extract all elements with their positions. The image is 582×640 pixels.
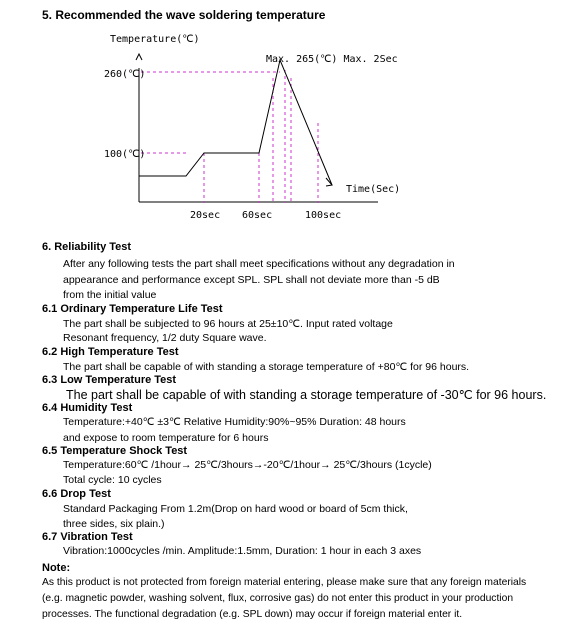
- note-line1: As this product is not protected from foreign material entering, please make sure that any foreign materials: [42, 577, 527, 588]
- guide-lines: [141, 70, 318, 203]
- section-6-intro-line2: appearance and performance except SPL. SPL shall not deviate more than -5 dB: [63, 274, 440, 286]
- soldering-profile-chart: [0, 20, 582, 250]
- y-tick-260: 260(℃): [104, 69, 146, 80]
- x-tick-100: 100sec: [305, 210, 342, 221]
- section-6-3-heading: 6.3 Low Temperature Test: [42, 374, 177, 386]
- section-6-7-heading: 6.7 Vibration Test: [42, 531, 133, 543]
- section-6-7-line1: Vibration:1000cycles /min. Amplitude:1.5mm, Duration: 1 hour in each 3 axes: [63, 545, 422, 557]
- section-6-3-line1: The part shall be capable of with standing a storage temperature of -30℃ for 96 hours.: [66, 388, 547, 402]
- section-6-1-heading: 6.1 Ordinary Temperature Life Test: [42, 303, 223, 315]
- temperature-profile-line: [139, 60, 332, 185]
- peak-label: Max. 265(℃) Max. 2Sec: [266, 54, 398, 65]
- x-tick-20: 20sec: [190, 210, 221, 221]
- section-6-2-line1: The part shall be capable of with standing a storage temperature of +80℃ for 96 hours.: [63, 361, 470, 373]
- section-6-6-line2: three sides, six plain.): [63, 518, 165, 530]
- section-6-intro-line3: from the initial value: [63, 289, 157, 301]
- section-6-4-line1: Temperature:+40℃ ±3℃ Relative Humidity:90%~95% Duration: 48 hours: [63, 416, 406, 428]
- y-axis-label: Temperature(℃): [110, 34, 200, 45]
- section-6-4-line2: and expose to room temperature for 6 hours: [63, 432, 269, 444]
- section-6-intro-line1: After any following tests the part shall meet specifications without any degradation in: [63, 258, 455, 270]
- section-6-6-line1: Standard Packaging From 1.2m(Drop on hard wood or board of 5cm thick,: [63, 503, 408, 515]
- note-heading: Note:: [42, 562, 71, 574]
- note-line3: processes. The functional degradation (e.g. SPL down) may occur if foreign material enter it.: [42, 609, 463, 620]
- section-6-2-heading: 6.2 High Temperature Test: [42, 346, 179, 358]
- note-line2: (e.g. magnetic powder, washing solvent, flux, corrosive gas) do not enter this product in your production: [42, 593, 514, 604]
- y-tick-100: 100(℃): [104, 149, 146, 160]
- section-6-4-heading: 6.4 Humidity Test: [42, 402, 133, 414]
- section-6-heading: 6. Reliability Test: [42, 241, 132, 253]
- section-6-5-line1: Temperature:60℃ /1hour→ 25℃/3hours→-20℃/1hour→ 25℃/3hours (1cycle): [63, 459, 432, 471]
- x-axis-label: Time(Sec): [346, 184, 401, 195]
- section-5-heading: 5. Recommended the wave soldering temperature: [42, 8, 326, 22]
- x-tick-60: 60sec: [242, 210, 273, 221]
- section-6-1-line1: The part shall be subjected to 96 hours at 25±10℃. Input rated voltage: [63, 318, 393, 330]
- section-6-6-heading: 6.6 Drop Test: [42, 488, 111, 500]
- section-6-1-line2: Resonant frequency, 1/2 duty Square wave.: [63, 332, 267, 344]
- y-axis-arrow: [136, 54, 142, 60]
- section-6-5-heading: 6.5 Temperature Shock Test: [42, 445, 188, 457]
- section-6-5-line2: Total cycle: 10 cycles: [63, 474, 162, 486]
